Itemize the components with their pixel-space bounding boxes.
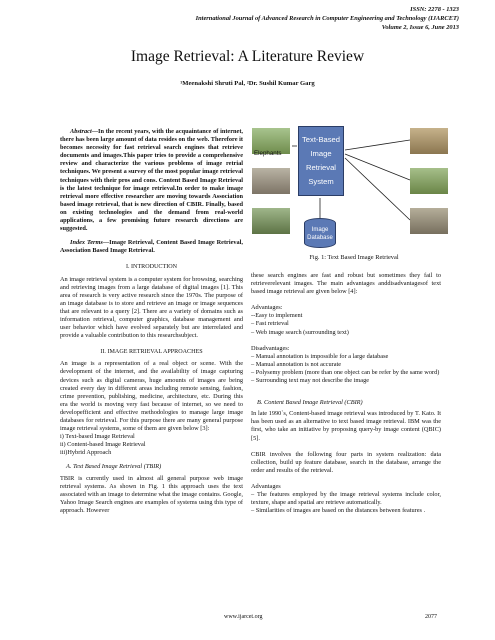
paragraph: TBIR is currently used in almost all general purpose web image retrieval systems. As shown in Fig. 1 this approach uses the text associated with an image to determine what the image contains. Google, Yahoo Image Search engines are examples of systems using this type of approach. However	[60, 474, 243, 514]
paper-authors: ¹Meenakshi Shruti Pal, ²Dr. Sushil Kumar Garg	[180, 80, 315, 87]
paragraph: An image is a representation of a real object or scene. With the development of the internet, and the availability of image capturing devices such as digital cameras, huge amounts of images are being created every day in different areas including remote sensing, fashion, crime prevention, publishing, medicine, architecture, etc. During this era the world is moving very fast because of internet, so we need to developefficient and effective methodologies to manage large image databases for retrieval. For this purpose there are many general purpose image retrieval systems, some of them are given below [3]:	[60, 360, 243, 433]
index-text: Image Retrieval, Content Based Image Retrieval, Association Based Image Retrieval.	[60, 239, 244, 255]
footer-url: www.ijarcet.org	[224, 614, 263, 620]
paragraph: CBIR involves the following four parts in system realization: data collection, build up feature database, search in the database, arrange the order and results of the retrieval.	[251, 450, 441, 474]
index-terms	[60, 239, 243, 255]
text-line: – Polysemy problem (more than one object can be refer by the same word)	[251, 368, 440, 376]
paper-title: Image Retrieval: A Literature Review	[130, 48, 365, 65]
spacer	[251, 337, 441, 345]
box-line: System	[308, 177, 334, 186]
paragraph: An image retrieval system is a computer system for browsing, searching and retrieving images from a large database of digital images [1]. This area of research is very active research since the 1970s. The purpose of an image database is to store and retrieve an image or image sequences that are relevant to a query [2]. There are a variety of domains such as information retrieval, computer graphics, database management and user behavior which have evolved separately but are interrelated and provide a valuable contribution to this researchsubject.	[60, 275, 243, 340]
page-number: 2077	[425, 614, 437, 620]
text-line: – Manual annotation is not accurate	[251, 360, 342, 368]
figure-caption: Fig. 1: Text Based Image Retrieval	[309, 254, 399, 261]
journal-name: International Journal of Advanced Research in Computer Engineering and Technology (IJARCET)	[195, 15, 459, 22]
abstract-text: In the recent years, with the acquaintance of internet, there has been large amount of data resides on the web. Therefore it becomes necessity for fast retrieval search engines that retrieve documents and images.This paper tries to provide a comprehensive review and characterize the various problems of image retrial techniques. We present a survey of the most popular image retrieval techniques with their pros and cons. Content Based Image Retrieval is the latest technique for image retrieval.In order to make image retrieval more effective researcher are moving towards Association based image retrieval, that is new direction of CBIR. Finally, based on existing technologies and the demand from real-world applications, a few promising future research directions are suggested.	[60, 128, 243, 233]
text-line: – Fast retrieval	[251, 320, 289, 328]
spacer	[251, 296, 441, 304]
issn: ISSN: 2278 - 1323	[410, 6, 459, 13]
spacer	[251, 385, 441, 393]
text-line: Advantages	[251, 482, 281, 490]
text-based-retrieval-box	[298, 126, 344, 196]
paragraph: In late 1990`s, Content-based image retrieval was introduced by T. Kato. It has been used as an alternative to text based image retrieval. IBM was the first, who take an initiative by proposing query-by image content (QBIC) [5].	[251, 410, 441, 442]
text-line: --Easy to implement	[251, 312, 303, 320]
text-line: Advantages:	[251, 304, 283, 312]
abstract-label: Abstract—	[70, 128, 98, 135]
box-line: Retrieval	[306, 163, 336, 172]
text-line: Disadvantages:	[251, 344, 290, 352]
spacer	[251, 475, 441, 483]
section-heading: I. INTRODUCTION	[125, 264, 178, 271]
paragraph: these search engines are fast and robust but sometimes they fail to retrieverelevant images. The main advantages anddisadvantagesof text based image retrieval are given below [4]:	[251, 272, 441, 296]
index-label: Index Terms—	[70, 239, 110, 247]
subsection-heading: B. Content Based Image Retrieval (CBIR)	[257, 399, 363, 407]
box-line: Image	[310, 149, 332, 158]
box-line: Text-Based	[302, 135, 340, 144]
text-line: ii) Content-based Image Retrieval	[60, 441, 146, 449]
text-line: iii)Hybrid Approach	[60, 449, 112, 457]
section-heading: II. IMAGE RETRIEVAL APPROACHES	[100, 349, 203, 356]
right-column	[251, 272, 441, 515]
paragraph: – The features employed by the image retrieval systems include color, texture, shape and spatial are retrieve automatically.	[251, 490, 441, 507]
db-line: Image	[311, 227, 329, 233]
figure-arrows	[250, 120, 450, 262]
db-line: Database	[307, 235, 333, 241]
text-line: – Web image search (surrounding text)	[251, 328, 349, 336]
text-line: – Manual annotation is impossible for a large database	[251, 352, 389, 360]
spacer	[251, 443, 441, 451]
figure-1	[250, 120, 450, 262]
elephants-label: Elephants	[254, 150, 282, 157]
paragraph: – Similarities of images are based on the distances between features .	[251, 507, 426, 515]
text-line: i) Text-based Image Retrieval	[60, 433, 135, 441]
journal-volume: Volume 2, Issue 6, June 2013	[381, 24, 459, 31]
image-database-cylinder	[304, 218, 336, 248]
text-line: – Surrounding text may not describe the image	[251, 377, 370, 385]
left-column	[60, 128, 243, 515]
subsection-heading: A. Text Based Image Retrieval (TBIR)	[66, 463, 162, 471]
abstract	[60, 128, 243, 233]
